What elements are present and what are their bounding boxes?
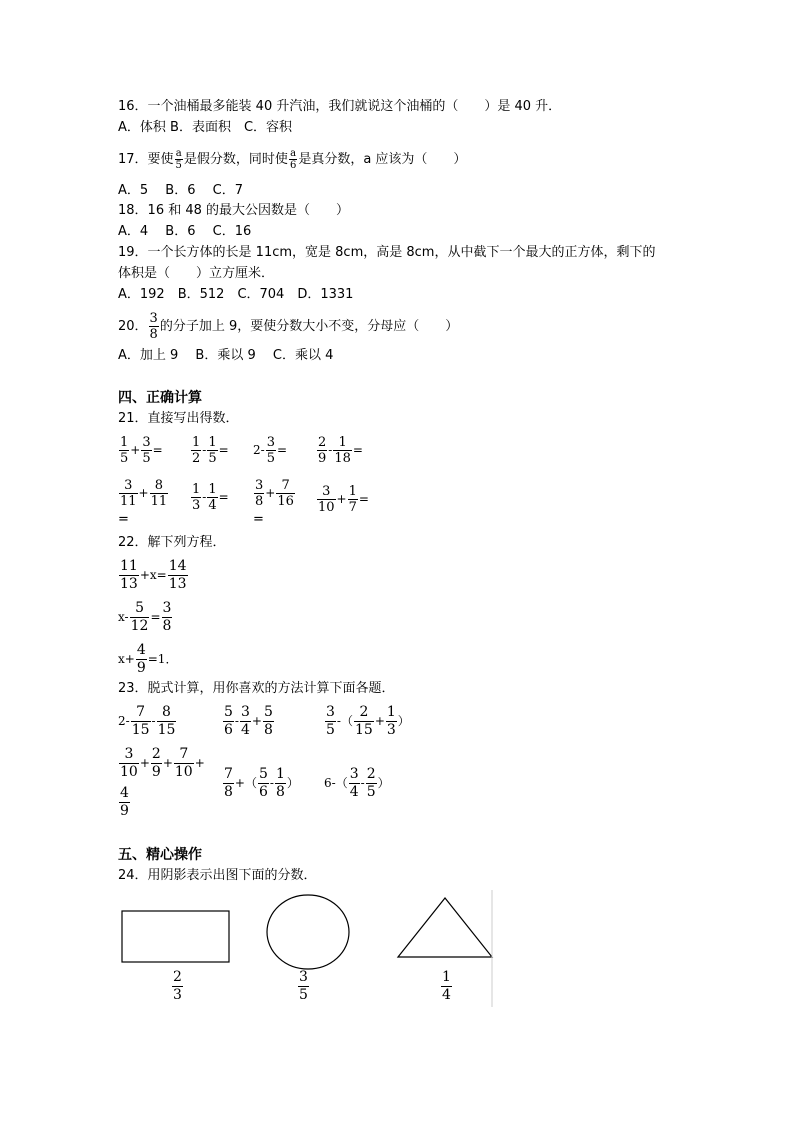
q21-expr-4: $\frac{2}{9}$ - $\frac{1}{18}$ = <box>318 434 363 466</box>
q22-equation-2: x- $\frac{5}{12}$ = $\frac{3}{8}$ <box>118 599 172 634</box>
q21-expr-3: 2- $\frac{3}{5}$ = <box>253 434 288 466</box>
rectangle-fraction-label: $\frac{2}{3}$ <box>173 969 182 1003</box>
circle-fraction-label: $\frac{3}{5}$ <box>299 969 308 1003</box>
q21-expr-7: $\frac{3}{8}$ + $\frac{7}{16}$ <box>255 477 294 509</box>
q21-expr-6: $\frac{1}{3}$ - $\frac{1}{4}$ = <box>192 481 229 513</box>
question-17-options: A．5 B．6 C．7 <box>118 183 243 198</box>
q22-equation-3: x+ $\frac{4}{9}$ =1． <box>118 641 178 676</box>
question-21-prompt: 21．直接写出得数． <box>118 411 239 426</box>
q20-post: 的分子加上 9，要使分数大小不变，分母应（ ） <box>159 319 459 334</box>
q21-expr-5: $\frac{3}{11}$ + $\frac{8}{11}$ <box>120 477 168 509</box>
q21-equals-wrap-1: = <box>118 512 129 527</box>
question-20-options: A．加上 9 B．乘以 9 C．乘以 4 <box>118 348 334 363</box>
q17-post: 是真分数，a 应该为（ ） <box>298 152 467 167</box>
question-24-prompt: 24．用阴影表示出图下面的分数． <box>118 868 317 883</box>
question-23-prompt: 23．脱式计算，用你喜欢的方法计算下面各题． <box>118 681 395 696</box>
question-19-options: A．192 B．512 C．704 D．1331 <box>118 287 354 302</box>
q17-mid: 是假分数，同时使 <box>183 152 288 167</box>
q23-problem-2: $\frac{5}{6}$ - $\frac{3}{4}$ + $\frac{5}{8}$ <box>224 703 273 738</box>
question-18-options: A．4 B．6 C．16 <box>118 224 252 239</box>
rectangle-shape[interactable] <box>122 911 229 962</box>
q21-equals-wrap-2: = <box>253 512 264 527</box>
question-16-options: A．体积 B．表面积 C．容积 <box>118 120 293 135</box>
question-19-line1: 19．一个长方体的长是 11cm，宽是 8cm，高是 8cm，从中截下一个最大的正方体，剩下的 <box>118 245 656 260</box>
q22-equation-1: $\frac{11}{13}$ +x= $\frac{14}{13}$ <box>120 557 187 592</box>
q23-problem-4-cont: $\frac{4}{9}$ <box>120 785 129 819</box>
q21-expr-2: $\frac{1}{2}$ - $\frac{1}{5}$ = <box>192 434 229 466</box>
question-16-text: 16．一个油桶最多能装 40 升汽油，我们就说这个油桶的（ ）是 40 升． <box>118 99 562 114</box>
question-17-text <box>118 145 466 175</box>
q23-problem-4: $\frac{3}{10}$ + $\frac{2}{9}$ + $\frac{7}{10}$ + <box>120 745 205 780</box>
fraction-a-over-6: $\frac{a}{6}$ <box>289 148 297 171</box>
triangle-shape[interactable] <box>398 898 492 957</box>
section-4-heading: 四、正确计算 <box>118 390 202 406</box>
q23-problem-1: 2- $\frac{7}{15}$ - $\frac{8}{15}$ <box>118 703 176 738</box>
q23-problem-5: $\frac{7}{8}$ +（ $\frac{5}{6}$ - $\frac{1}{8}$ ） <box>224 765 299 800</box>
question-20-text <box>118 311 458 342</box>
circle-shape[interactable] <box>267 895 349 969</box>
question-22-prompt: 22．解下列方程． <box>118 535 226 550</box>
fraction-a-over-5: $\frac{a}{5}$ <box>175 148 182 171</box>
q20-pre: 20． <box>118 319 148 334</box>
q21-expr-1: $\frac{1}{5}$ + $\frac{3}{5}$ = <box>120 434 163 466</box>
fraction-3-over-8: $\frac{3}{8}$ <box>149 311 158 342</box>
q21-expr-8: $\frac{3}{10}$ + $\frac{1}{7}$ = <box>318 483 369 515</box>
q17-pre: 17．要使 <box>118 152 174 167</box>
section-5-heading: 五、精心操作 <box>118 847 202 863</box>
q23-problem-6: 6-（ $\frac{3}{4}$ - $\frac{2}{5}$ ） <box>324 765 390 800</box>
question-18-text: 18．16 和 48 的最大公因数是（ ） <box>118 203 350 218</box>
question-19-line2: 体积是（ ）立方厘米． <box>118 266 275 281</box>
q23-problem-3: $\frac{3}{5}$ -（ $\frac{2}{15}$ + $\frac{1}{3}$ ） <box>326 703 410 738</box>
triangle-fraction-label: $\frac{1}{4}$ <box>442 969 451 1003</box>
